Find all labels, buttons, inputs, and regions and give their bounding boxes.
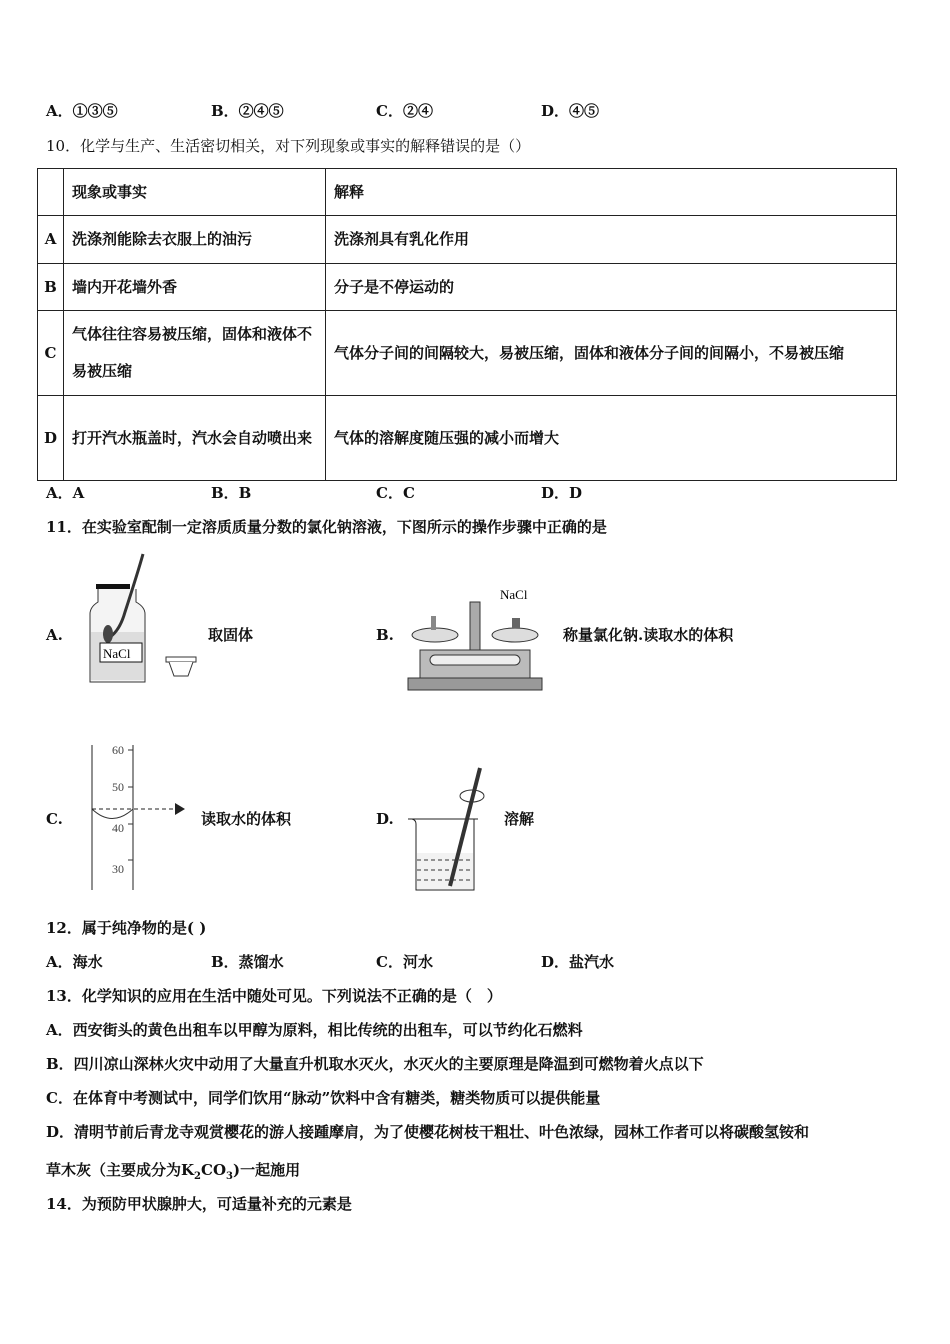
q11-stem: 11．在实验室配制一定溶质质量分数的氯化钠溶液，下图所示的操作步骤中正确的是 bbox=[46, 518, 607, 536]
figure-d-key: D. bbox=[376, 810, 394, 828]
table-row bbox=[38, 396, 897, 481]
option-d: D．盐汽水 bbox=[541, 953, 615, 971]
option-c: C．②④ bbox=[376, 102, 433, 120]
figure-d-caption: 溶解 bbox=[504, 810, 535, 828]
q13-stem: 13．化学知识的应用在生活中随处可见。下列说法不正确的是（ ） bbox=[46, 987, 502, 1005]
q10-table bbox=[37, 168, 897, 481]
row-explain: 分子是不停运动的 bbox=[326, 264, 897, 311]
q14-stem: 14．为预防甲状腺肿大，可适量补充的元素是 bbox=[46, 1195, 352, 1213]
tick-label: 50 bbox=[112, 780, 124, 794]
table-header bbox=[38, 169, 897, 216]
figure-b-key: B. bbox=[376, 626, 394, 644]
q12-stem: 12．属于纯净物的是( ) bbox=[46, 919, 207, 937]
row-fact: 洗涤剂能除去衣服上的油污 bbox=[64, 216, 326, 264]
row-explain: 气体分子间的间隔较大，易被压缩，固体和液体分子间的间隔小，不易被压缩 bbox=[326, 311, 897, 396]
subscript: 2 bbox=[194, 1171, 202, 1182]
figure-b-caption: 称量氯化钠.读取水的体积 bbox=[563, 626, 734, 644]
figure-a-key: A. bbox=[46, 626, 63, 644]
option-b: B．②④⑤ bbox=[211, 102, 284, 120]
option-d: D．D bbox=[541, 484, 583, 502]
option-b: B．B bbox=[211, 484, 252, 502]
q10-stem: 10．化学与生产、生活密切相关，对下列现象或事实的解释错误的是（） bbox=[46, 137, 531, 155]
reagent-bottle-figure bbox=[80, 552, 210, 687]
tick-label: 30 bbox=[112, 862, 124, 876]
option-c: C．C bbox=[376, 484, 415, 502]
tick-label: 60 bbox=[112, 743, 124, 757]
header-cell bbox=[38, 169, 64, 216]
row-explain: 气体的溶解度随压强的减小而增大 bbox=[326, 396, 897, 481]
beaker-stirring-figure bbox=[400, 760, 500, 895]
row-fact: 气体往往容易被压缩，固体和液体不易被压缩 bbox=[64, 311, 326, 396]
q13-option-a: A．西安街头的黄色出租车以甲醇为原料，相比传统的出租车，可以节约化石燃料 bbox=[46, 1021, 583, 1039]
row-key: C bbox=[38, 311, 64, 396]
option-a: A．①③⑤ bbox=[46, 102, 118, 120]
option-a: A．海水 bbox=[46, 953, 103, 971]
q13-option-b: B．四川凉山深林火灾中动用了大量直升机取水灭火，水灭火的主要原理是降温到可燃物着火点以下 bbox=[46, 1055, 704, 1073]
text: )一起施用 bbox=[233, 1161, 301, 1179]
table-row bbox=[38, 264, 897, 311]
row-fact: 打开汽水瓶盖时，汽水会自动喷出来 bbox=[64, 396, 326, 481]
figure-c-key: C. bbox=[46, 810, 63, 828]
option-b: B．蒸馏水 bbox=[211, 953, 284, 971]
row-key: A bbox=[38, 216, 64, 264]
text: 草木灰（主要成分为K bbox=[46, 1161, 195, 1179]
header-cell: 解释 bbox=[326, 169, 897, 216]
q13-option-c: C．在体育中考测试中，同学们饮用“脉动”饮料中含有糖类，糖类物质可以提供能量 bbox=[46, 1089, 601, 1107]
eye-icon bbox=[175, 803, 185, 815]
row-explain: 洗涤剂具有乳化作用 bbox=[326, 216, 897, 264]
nacl-label: NaCl bbox=[103, 646, 131, 661]
q13-option-d: D．清明节前后青龙寺观赏樱花的游人接踵摩肩，为了使樱花树枝干粗壮、叶色浓绿，园林工作者可以将碳酸氢铵和 bbox=[46, 1123, 810, 1141]
figure-c-caption: 读取水的体积 bbox=[201, 810, 292, 828]
figure-a-caption: 取固体 bbox=[208, 626, 254, 644]
option-d: D．④⑤ bbox=[541, 102, 600, 120]
row-key: D bbox=[38, 396, 64, 481]
subscript: 3 bbox=[226, 1171, 233, 1182]
q13-option-d-continued bbox=[46, 1160, 300, 1187]
text: CO bbox=[201, 1161, 227, 1179]
table-row bbox=[38, 311, 897, 396]
option-c: C．河水 bbox=[376, 953, 433, 971]
row-fact: 墙内开花墙外香 bbox=[64, 264, 326, 311]
option-a: A．A bbox=[46, 484, 85, 502]
table-row bbox=[38, 216, 897, 264]
tick-label: 40 bbox=[112, 821, 124, 835]
nacl-label: NaCl bbox=[500, 587, 528, 602]
row-key: B bbox=[38, 264, 64, 311]
header-cell: 现象或事实 bbox=[64, 169, 326, 216]
balance-figure bbox=[400, 580, 550, 695]
graduated-cylinder-figure bbox=[85, 740, 195, 895]
